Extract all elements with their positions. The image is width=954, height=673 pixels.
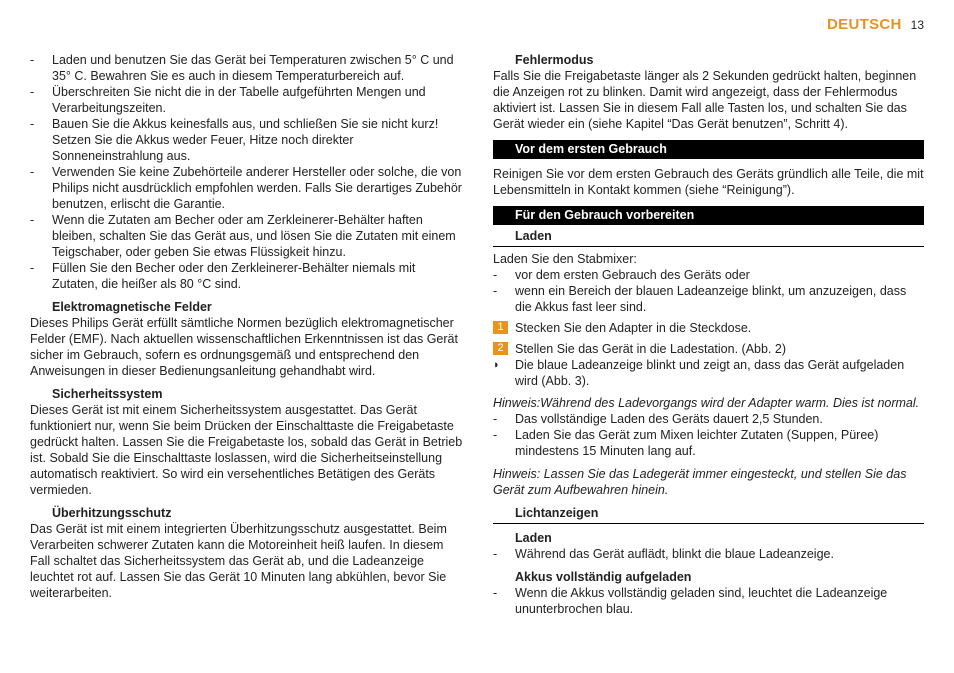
- note-1: Hinweis:Während des Ladevorgangs wird der Adapter warm. Dies ist normal.: [493, 396, 920, 410]
- list-item: - Füllen Sie den Becher oder den Zerkleinerer-Behälter niemals mit Zutaten, die heißer als 80 °C sind.: [30, 261, 416, 291]
- list-item: - Das vollständige Laden des Geräts dauert 2,5 Stunden.: [493, 412, 823, 426]
- error-heading: Fehlermodus: [515, 53, 594, 67]
- error-paragraph: Falls Sie die Freigabetaste länger als 2 Sekunden gedrückt halten, beginnen die Anzeigen rot zu blinken. Damit wird angezeigt, dass der Fehlermodus aktiviert ist. Lassen Sie in diesem Fall alle Tasten los, und schalten Sie das Gerät wieder ein (siehe Kapitel “Das Gerät benutzen”, Schritt 4).: [493, 69, 917, 131]
- list-item: - Bauen Sie die Akkus keinesfalls aus, und schließen Sie sie nicht kurz! Setzen Sie die Akkus weder Feuer, Hitze noch direkter Sonneneinstrahlung aus.: [30, 117, 439, 163]
- list-item: - Überschreiten Sie nicht die in der Tabelle aufgeführten Mengen und Verarbeitungszeiten.: [30, 85, 426, 115]
- note-2: Hinweis: Lassen Sie das Ladegerät immer eingesteckt, und stellen Sie das Gerät zum Aufbewahren hinein.: [493, 467, 907, 497]
- left-column: [30, 52, 463, 601]
- overheat-paragraph: Das Gerät ist mit einem integrierten Überhitzungsschutz ausgestattet. Beim Verarbeiten schwerer Zutaten kann die Motoreinheit heiß laufen. In diesem Fall schaltet das Sicherheitssystem das Gerät ab, und die Ladeanzeige leuchtet rot auf. Lassen Sie das Gerät 10 Minuten lang abkühlen, bevor Sie weiterarbeiten.: [30, 522, 447, 600]
- step-1: 1 Stecken Sie den Adapter in die Steckdose.: [493, 320, 924, 336]
- step-number: 1: [493, 321, 508, 334]
- right-column: [493, 52, 924, 617]
- lights-charge-heading: Laden: [515, 531, 552, 545]
- list-item: - Laden und benutzen Sie das Gerät bei Temperaturen zwischen 5° C und 35° C. Bewahren Sie es auch in diesem Temperaturbereich auf.: [30, 53, 454, 83]
- emf-heading: Elektromagnetische Felder: [52, 300, 212, 314]
- prepare-bar: Für den Gebrauch vorbereiten: [493, 206, 924, 225]
- step-number: 2: [493, 342, 508, 355]
- result-arrow-icon: ◗: [493, 359, 500, 371]
- safety-heading: Sicherheitssystem: [52, 387, 163, 401]
- list-item: - wenn ein Bereich der blauen Ladeanzeige blinkt, um anzuzeigen, dass die Akkus fast leer sind.: [493, 284, 907, 314]
- overheat-heading: Überhitzungsschutz: [52, 506, 172, 520]
- lights-heading: Lichtanzeigen: [493, 505, 924, 524]
- full-charge-heading: Akkus vollständig aufgeladen: [515, 570, 692, 584]
- charge-heading: Laden: [493, 228, 924, 247]
- list-item: - Während das Gerät auflädt, blinkt die blaue Ladeanzeige.: [493, 547, 834, 561]
- list-item: - Wenn die Akkus vollständig geladen sind, leuchtet die Ladeanzeige ununterbrochen blau.: [493, 586, 888, 616]
- list-item: - Wenn die Zutaten am Becher oder am Zerkleinerer-Behälter haften bleiben, schalten Sie das Gerät aus, und lösen Sie die Zutaten mit einem Teigschaber, oder geben Sie etwas Flüssigkeit hinzu.: [30, 213, 456, 259]
- first-use-bar: Vor dem ersten Gebrauch: [493, 140, 924, 159]
- emf-paragraph: Dieses Philips Gerät erfüllt sämtliche Normen bezüglich elektromagnetischer Felder (EMF). Nach aktuellen wissenschaftlichen Erkenntnissen ist das Gerät sicher im Gebrauch, sofern es ordnungsgemäß und entsprechend den Anweisungen in dieser Bedienungsanleitung gehandhabt wird.: [30, 316, 458, 378]
- page-number: 13: [910, 18, 924, 32]
- list-item: - Laden Sie das Gerät zum Mixen leichter Zutaten (Suppen, Püree) mindestens 15 Minuten lang auf.: [493, 428, 879, 458]
- charge-intro: Laden Sie den Stabmixer:: [493, 252, 637, 266]
- list-item: - Verwenden Sie keine Zubehörteile anderer Hersteller oder solche, die von Philips nicht ausdrücklich empfohlen werden. Falls Sie derartiges Zubehör benutzen, erlischt die Garantie.: [30, 165, 462, 211]
- first-use-paragraph: Reinigen Sie vor dem ersten Gebrauch des Geräts gründlich alle Teile, die mit Lebensmitteln in Kontakt kommen (siehe “Reinigung”).: [493, 167, 924, 197]
- list-item: - vor dem ersten Gebrauch des Geräts oder: [493, 268, 750, 282]
- step-result: ◗ Die blaue Ladeanzeige blinkt und zeigt an, dass das Gerät aufgeladen wird (Abb. 3).: [493, 358, 905, 388]
- page-header: [827, 17, 924, 33]
- step-2: 2 Stellen Sie das Gerät in die Ladestation. (Abb. 2): [493, 341, 924, 357]
- language-label: DEUTSCH: [827, 16, 902, 33]
- safety-paragraph: Dieses Gerät ist mit einem Sicherheitssystem ausgestattet. Das Gerät funktioniert nur, wenn Sie beim Drücken der Einschalttaste die Freigabetaste gedrückt halten. Lassen Sie die Freigabetaste los, sobald das Gerät in Betrieb ist. Sobald Sie die Einschalttaste loslassen, wird die Sicherheitseinstellung automatisch reaktiviert. So wird ein versehentliches Betätigen des Geräts vermieden.: [30, 403, 463, 497]
